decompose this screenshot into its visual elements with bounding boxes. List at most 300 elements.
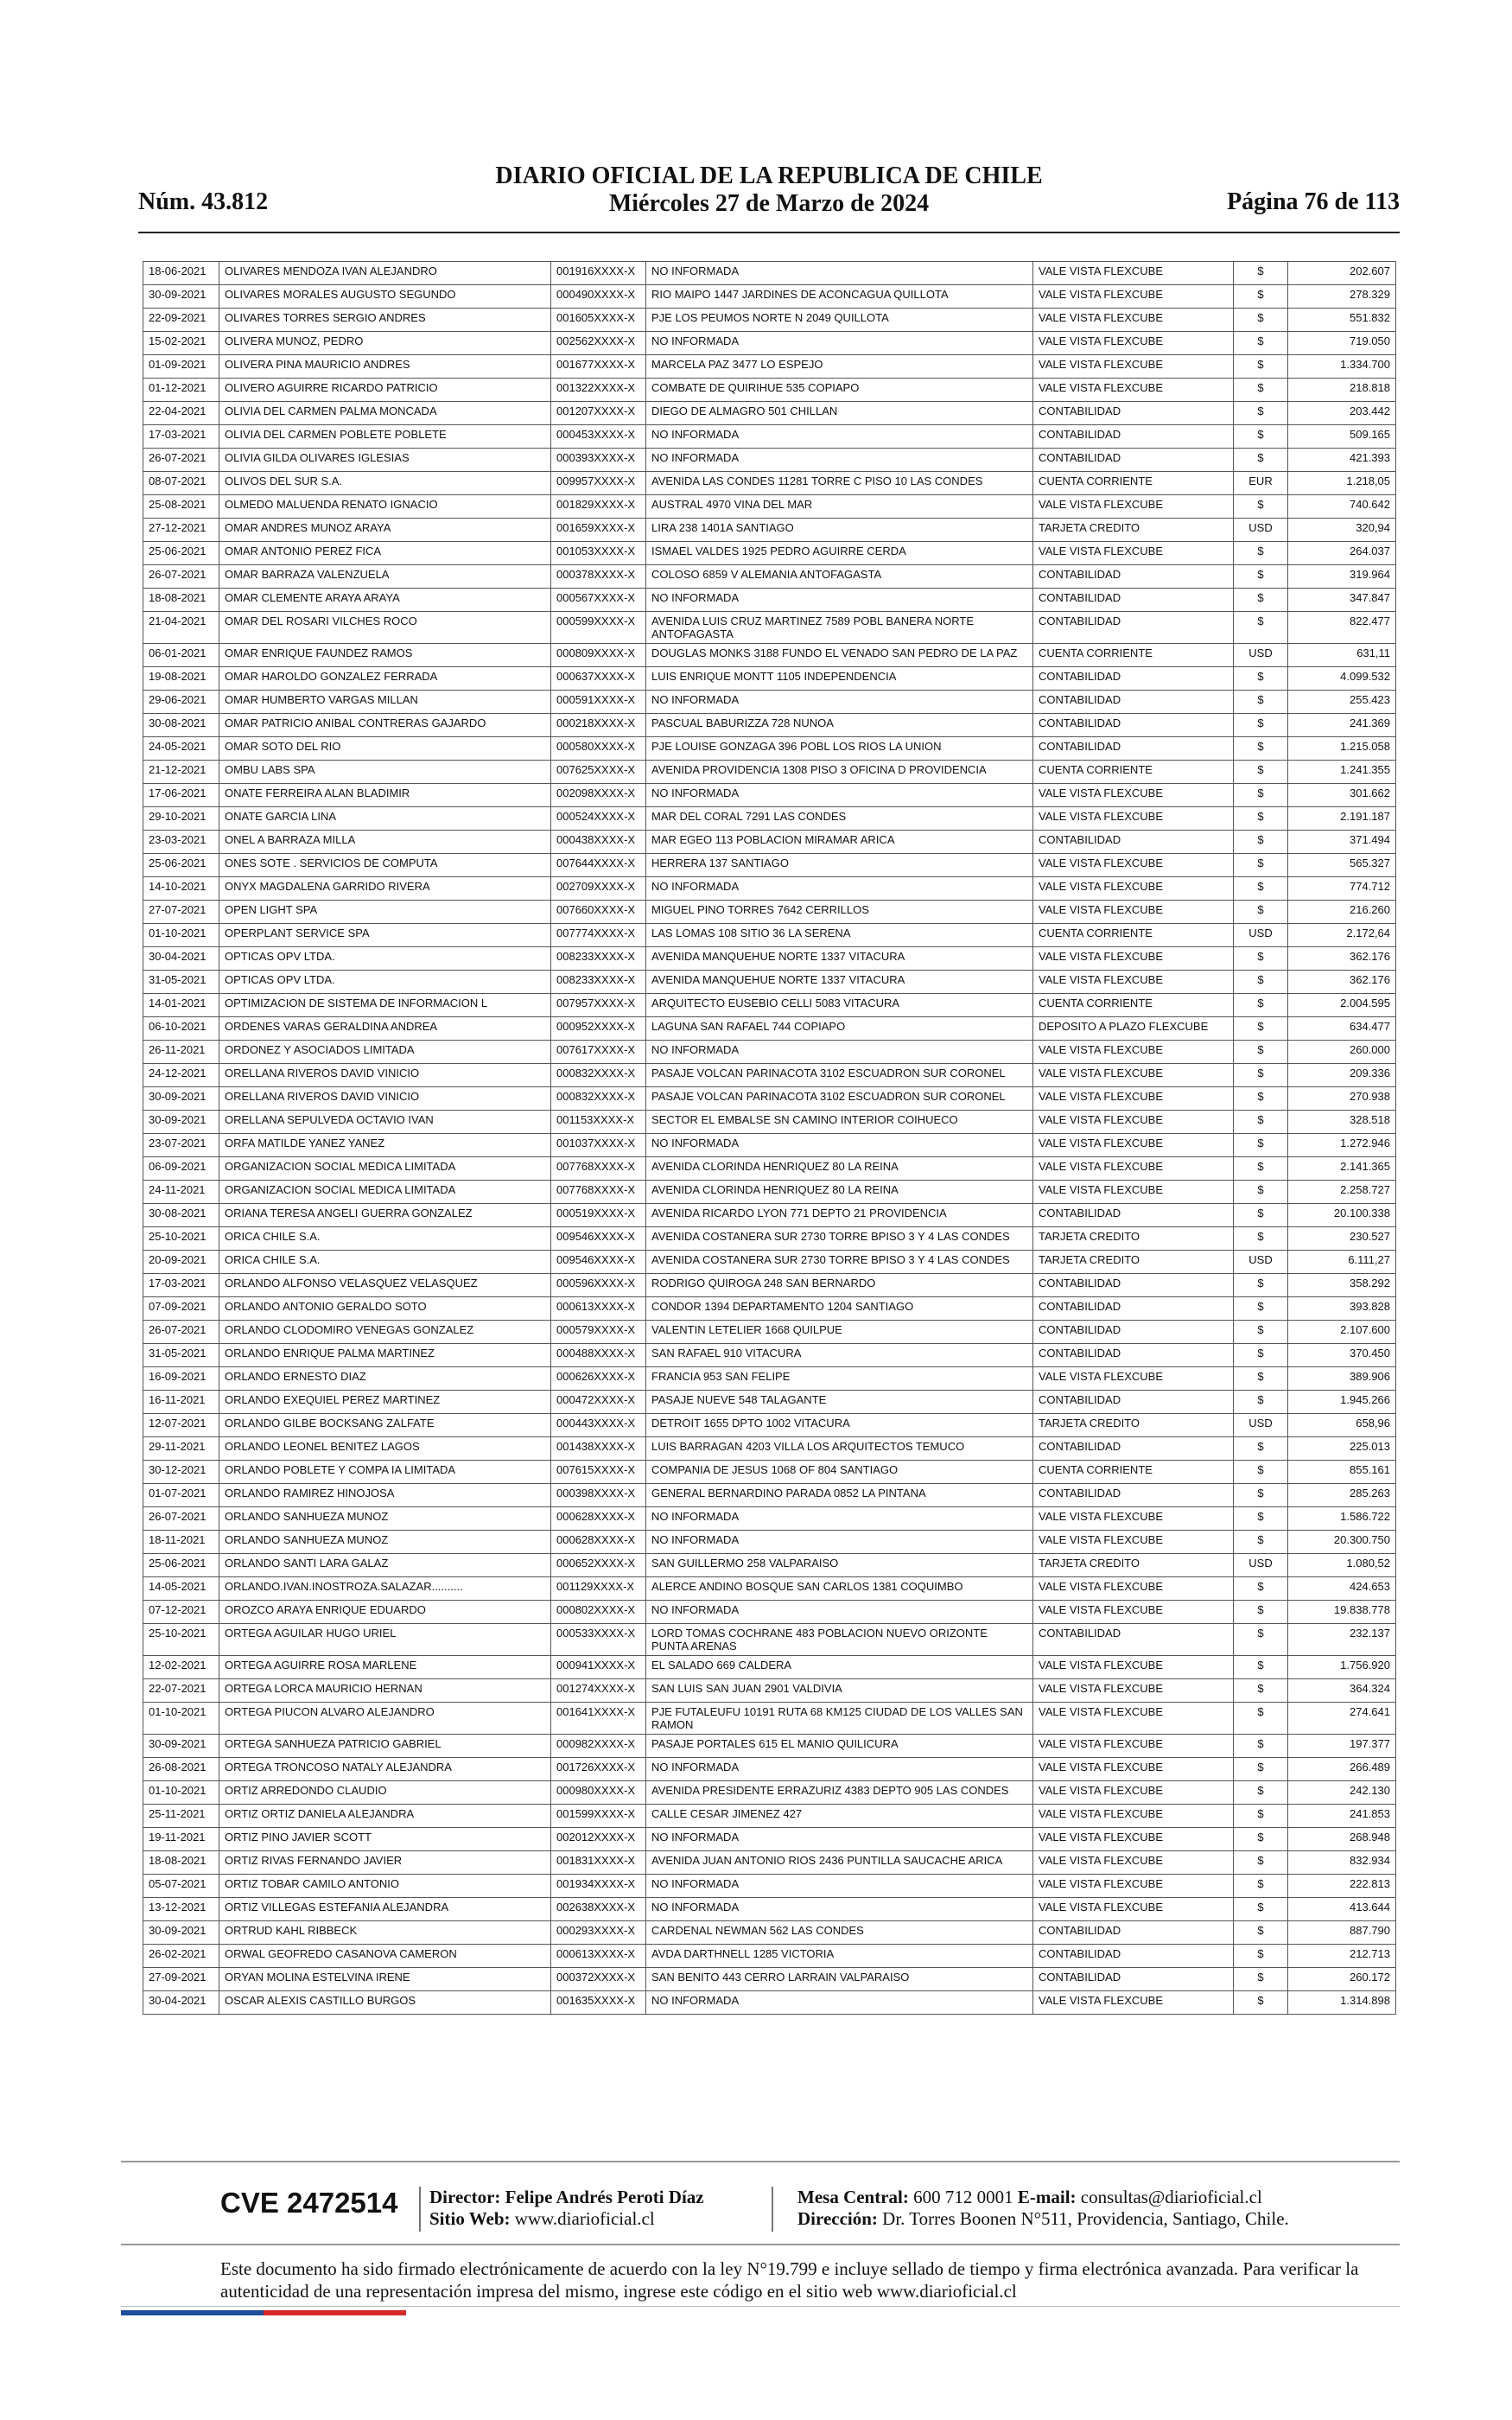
product-cell: VALE VISTA FLEXCUBE (1033, 1851, 1234, 1875)
address-cell: NO INFORMADA (646, 877, 1033, 901)
date-cell: 18-08-2021 (143, 1851, 219, 1875)
flag-stripe-red (264, 2310, 406, 2315)
website-link[interactable]: www.diarioficial.cl (514, 2208, 655, 2229)
records-table-body (143, 262, 1396, 2015)
address-cell: AVENIDA RICARDO LYON 771 DEPTO 21 PROVIDENCIA (646, 1204, 1033, 1227)
product-cell: CONTABILIDAD (1033, 1344, 1234, 1367)
rut-cell: 002012XXXX-X (551, 1828, 646, 1851)
date-cell: 24-05-2021 (143, 737, 219, 761)
product-cell: CONTABILIDAD (1033, 402, 1234, 425)
email-link[interactable]: consultas@diarioficial.cl (1080, 2187, 1262, 2207)
date-cell: 25-11-2021 (143, 1805, 219, 1828)
name-cell: ONATE GARCIA LINA (219, 807, 551, 831)
name-cell: ORIANA TERESA ANGELI GUERRA GONZALEZ (219, 1204, 551, 1227)
address-cell: NO INFORMADA (646, 1601, 1033, 1624)
currency-cell: USD (1234, 519, 1288, 542)
amount-cell: 20.100.338 (1288, 1204, 1396, 1227)
name-cell: OLIVERA PINA MAURICIO ANDRES (219, 355, 551, 379)
product-cell: VALE VISTA FLEXCUBE (1033, 355, 1234, 379)
product-cell: VALE VISTA FLEXCUBE (1033, 1875, 1234, 1898)
date-cell: 30-08-2021 (143, 714, 219, 737)
amount-cell: 2.004.595 (1288, 994, 1396, 1017)
table-row (143, 1484, 1396, 1507)
date-cell: 14-01-2021 (143, 994, 219, 1017)
address-cell: NO INFORMADA (646, 262, 1033, 285)
currency-cell: USD (1234, 1251, 1288, 1274)
rut-cell: 000599XXXX-X (551, 612, 646, 644)
name-cell: ORLANDO ENRIQUE PALMA MARTINEZ (219, 1344, 551, 1367)
name-cell: ORLANDO CLODOMIRO VENEGAS GONZALEZ (219, 1321, 551, 1344)
product-cell: VALE VISTA FLEXCUBE (1033, 1758, 1234, 1781)
name-cell: OMAR ENRIQUE FAUNDEZ RAMOS (219, 644, 551, 667)
rut-cell: 007768XXXX-X (551, 1181, 646, 1204)
date-cell: 18-08-2021 (143, 589, 219, 612)
table-row (143, 1227, 1396, 1251)
footer-separator (419, 2187, 421, 2232)
table-row (143, 1968, 1396, 1991)
product-cell: CONTABILIDAD (1033, 565, 1234, 589)
product-cell: VALE VISTA FLEXCUBE (1033, 495, 1234, 519)
address-cell: AUSTRAL 4970 VINA DEL MAR (646, 495, 1033, 519)
product-cell: VALE VISTA FLEXCUBE (1033, 262, 1234, 285)
address-cell: NO INFORMADA (646, 425, 1033, 449)
table-row (143, 1414, 1396, 1437)
date-cell: 18-06-2021 (143, 262, 219, 285)
date-cell: 21-12-2021 (143, 761, 219, 784)
product-cell: VALE VISTA FLEXCUBE (1033, 784, 1234, 807)
rut-cell: 000802XXXX-X (551, 1601, 646, 1624)
currency-cell: $ (1234, 1624, 1288, 1656)
rut-cell: 000438XXXX-X (551, 831, 646, 854)
currency-cell: $ (1234, 831, 1288, 854)
address-cell: AVENIDA LUIS CRUZ MARTINEZ 7589 POBL BANERA NORTE ANTOFAGASTA (646, 612, 1033, 644)
date-cell: 23-07-2021 (143, 1134, 219, 1157)
currency-cell: $ (1234, 1484, 1288, 1507)
amount-cell: 255.423 (1288, 691, 1396, 714)
table-row (143, 854, 1396, 877)
address-cell: MAR DEL CORAL 7291 LAS CONDES (646, 807, 1033, 831)
date-cell: 07-09-2021 (143, 1297, 219, 1321)
currency-cell: $ (1234, 1204, 1288, 1227)
table-row (143, 262, 1396, 285)
amount-cell: 358.292 (1288, 1274, 1396, 1297)
name-cell: OLIVARES TORRES SERGIO ANDRES (219, 309, 551, 332)
currency-cell: $ (1234, 971, 1288, 994)
address-cell: COMBATE DE QUIRIHUE 535 COPIAPO (646, 379, 1033, 402)
address-cell: PJE LOUISE GONZAGA 396 POBL LOS RIOS LA UNION (646, 737, 1033, 761)
address-cell: CARDENAL NEWMAN 562 LAS CONDES (646, 1921, 1033, 1945)
table-row (143, 1898, 1396, 1921)
address-cell: NO INFORMADA (646, 1828, 1033, 1851)
amount-cell: 242.130 (1288, 1781, 1396, 1805)
currency-cell: $ (1234, 1087, 1288, 1111)
product-cell: VALE VISTA FLEXCUBE (1033, 1991, 1234, 2015)
amount-cell: 551.832 (1288, 309, 1396, 332)
address-cell: AVENIDA PROVIDENCIA 1308 PISO 3 OFICINA D PROVIDENCIA (646, 761, 1033, 784)
name-cell: ORLANDO GILBE BOCKSANG ZALFATE (219, 1414, 551, 1437)
product-cell: VALE VISTA FLEXCUBE (1033, 1111, 1234, 1134)
product-cell: TARJETA CREDITO (1033, 1251, 1234, 1274)
table-row (143, 495, 1396, 519)
date-cell: 16-09-2021 (143, 1367, 219, 1391)
address-cell: CALLE CESAR JIMENEZ 427 (646, 1805, 1033, 1828)
address-cell: MARCELA PAZ 3477 LO ESPEJO (646, 355, 1033, 379)
rut-cell: 000453XXXX-X (551, 425, 646, 449)
address-cell: MAR EGEO 113 POBLACION MIRAMAR ARICA (646, 831, 1033, 854)
address-cell: LUIS BARRAGAN 4203 VILLA LOS ARQUITECTOS TEMUCO (646, 1437, 1033, 1461)
address-cell: EL SALADO 669 CALDERA (646, 1656, 1033, 1679)
name-cell: ORFA MATILDE YANEZ YANEZ (219, 1134, 551, 1157)
product-cell: CONTABILIDAD (1033, 1624, 1234, 1656)
rut-cell: 001726XXXX-X (551, 1758, 646, 1781)
address-cell: NO INFORMADA (646, 1507, 1033, 1531)
table-row (143, 1921, 1396, 1945)
product-cell: CONTABILIDAD (1033, 1391, 1234, 1414)
product-cell: CONTABILIDAD (1033, 667, 1234, 691)
date-cell: 06-09-2021 (143, 1157, 219, 1181)
date-cell: 17-03-2021 (143, 425, 219, 449)
header-divider (138, 232, 1400, 233)
rut-cell: 007615XXXX-X (551, 1461, 646, 1484)
amount-cell: 301.662 (1288, 784, 1396, 807)
product-cell: CUENTA CORRIENTE (1033, 924, 1234, 947)
date-cell: 17-03-2021 (143, 1274, 219, 1297)
table-row (143, 1601, 1396, 1624)
name-cell: OROZCO ARAYA ENRIQUE EDUARDO (219, 1601, 551, 1624)
table-row (143, 402, 1396, 425)
currency-cell: $ (1234, 1735, 1288, 1758)
currency-cell: $ (1234, 309, 1288, 332)
product-cell: VALE VISTA FLEXCUBE (1033, 854, 1234, 877)
currency-cell: $ (1234, 1968, 1288, 1991)
address-cell: NO INFORMADA (646, 691, 1033, 714)
product-cell: VALE VISTA FLEXCUBE (1033, 901, 1234, 924)
address-cell: SAN RAFAEL 910 VITACURA (646, 1344, 1033, 1367)
rut-cell: 000533XXXX-X (551, 1624, 646, 1656)
currency-cell: $ (1234, 947, 1288, 971)
amount-cell: 1.314.898 (1288, 1991, 1396, 2015)
date-cell: 19-08-2021 (143, 667, 219, 691)
footer-contact-block (797, 2187, 1289, 2230)
name-cell: OLIVERO AGUIRRE RICARDO PATRICIO (219, 379, 551, 402)
table-row (143, 971, 1396, 994)
date-cell: 25-06-2021 (143, 1554, 219, 1577)
name-cell: OPERPLANT SERVICE SPA (219, 924, 551, 947)
product-cell: VALE VISTA FLEXCUBE (1033, 1828, 1234, 1851)
rut-cell: 000613XXXX-X (551, 1945, 646, 1968)
table-row (143, 589, 1396, 612)
amount-cell: 740.642 (1288, 495, 1396, 519)
product-cell: CUENTA CORRIENTE (1033, 761, 1234, 784)
amount-cell: 209.336 (1288, 1064, 1396, 1087)
address-cell: DIEGO DE ALMAGRO 501 CHILLAN (646, 402, 1033, 425)
currency-cell: $ (1234, 355, 1288, 379)
name-cell: ORLANDO ANTONIO GERALDO SOTO (219, 1297, 551, 1321)
address-cell: PJE LOS PEUMOS NORTE N 2049 QUILLOTA (646, 309, 1033, 332)
address-cell: NO INFORMADA (646, 1134, 1033, 1157)
page-header (138, 162, 1400, 223)
name-cell: OLIVIA DEL CARMEN PALMA MONCADA (219, 402, 551, 425)
date-cell: 07-12-2021 (143, 1601, 219, 1624)
name-cell: ORTIZ ARREDONDO CLAUDIO (219, 1781, 551, 1805)
product-cell: VALE VISTA FLEXCUBE (1033, 542, 1234, 565)
amount-cell: 225.013 (1288, 1437, 1396, 1461)
rut-cell: 000832XXXX-X (551, 1064, 646, 1087)
table-row (143, 947, 1396, 971)
address-cell: AVENIDA COSTANERA SUR 2730 TORRE BPISO 3 Y 4 LAS CONDES (646, 1227, 1033, 1251)
rut-cell: 007768XXXX-X (551, 1157, 646, 1181)
name-cell: OMAR HUMBERTO VARGAS MILLAN (219, 691, 551, 714)
name-cell: ORWAL GEOFREDO CASANOVA CAMERON (219, 1945, 551, 1968)
table-row (143, 1507, 1396, 1531)
currency-cell: $ (1234, 1321, 1288, 1344)
rut-cell: 007617XXXX-X (551, 1041, 646, 1064)
currency-cell: $ (1234, 807, 1288, 831)
table-row (143, 1679, 1396, 1703)
name-cell: ONYX MAGDALENA GARRIDO RIVERA (219, 877, 551, 901)
date-cell: 01-10-2021 (143, 1703, 219, 1735)
table-row (143, 285, 1396, 309)
name-cell: ORTIZ ORTIZ DANIELA ALEJANDRA (219, 1805, 551, 1828)
currency-cell: $ (1234, 737, 1288, 761)
table-row (143, 332, 1396, 355)
email-label: E-mail: (1017, 2187, 1077, 2207)
rut-cell: 002709XXXX-X (551, 877, 646, 901)
currency-cell: $ (1234, 1041, 1288, 1064)
currency-cell: $ (1234, 1134, 1288, 1157)
address-cell: AVENIDA JUAN ANTONIO RIOS 2436 PUNTILLA SAUCACHE ARICA (646, 1851, 1033, 1875)
table-row (143, 1703, 1396, 1735)
amount-cell: 218.818 (1288, 379, 1396, 402)
product-cell: TARJETA CREDITO (1033, 1554, 1234, 1577)
address-cell: AVENIDA MANQUEHUE NORTE 1337 VITACURA (646, 971, 1033, 994)
table-row (143, 714, 1396, 737)
name-cell: ORELLANA RIVEROS DAVID VINICIO (219, 1087, 551, 1111)
product-cell: VALE VISTA FLEXCUBE (1033, 379, 1234, 402)
currency-cell: $ (1234, 1274, 1288, 1297)
amount-cell: 634.477 (1288, 1017, 1396, 1041)
rut-cell: 000652XXXX-X (551, 1554, 646, 1577)
currency-cell: $ (1234, 1656, 1288, 1679)
currency-cell: $ (1234, 1991, 1288, 2015)
rut-cell: 000637XXXX-X (551, 667, 646, 691)
date-cell: 26-07-2021 (143, 565, 219, 589)
currency-cell: $ (1234, 1758, 1288, 1781)
currency-cell: $ (1234, 1367, 1288, 1391)
name-cell: OMAR ANDRES MUNOZ ARAYA (219, 519, 551, 542)
amount-cell: 260.172 (1288, 1968, 1396, 1991)
date-cell: 25-06-2021 (143, 542, 219, 565)
address-cell: ISMAEL VALDES 1925 PEDRO AGUIRRE CERDA (646, 542, 1033, 565)
rut-cell: 000579XXXX-X (551, 1321, 646, 1344)
address-cell: AVENIDA MANQUEHUE NORTE 1337 VITACURA (646, 947, 1033, 971)
table-row (143, 1087, 1396, 1111)
currency-cell: $ (1234, 1017, 1288, 1041)
currency-cell: $ (1234, 1344, 1288, 1367)
address-cell: MIGUEL PINO TORRES 7642 CERRILLOS (646, 901, 1033, 924)
amount-cell: 1.334.700 (1288, 355, 1396, 379)
rut-cell: 009957XXXX-X (551, 472, 646, 495)
currency-cell: $ (1234, 1111, 1288, 1134)
name-cell: ORGANIZACION SOCIAL MEDICA LIMITADA (219, 1157, 551, 1181)
name-cell: ORLANDO EXEQUIEL PEREZ MARTINEZ (219, 1391, 551, 1414)
rut-cell: 000372XXXX-X (551, 1968, 646, 1991)
currency-cell: $ (1234, 1781, 1288, 1805)
name-cell: OLIVERA MUNOZ, PEDRO (219, 332, 551, 355)
rut-cell: 000488XXXX-X (551, 1344, 646, 1367)
date-cell: 30-04-2021 (143, 1991, 219, 2015)
product-cell: VALE VISTA FLEXCUBE (1033, 285, 1234, 309)
address-cell: PASCUAL BABURIZZA 728 NUNOA (646, 714, 1033, 737)
name-cell: ONATE FERREIRA ALAN BLADIMIR (219, 784, 551, 807)
name-cell: ORLANDO LEONEL BENITEZ LAGOS (219, 1437, 551, 1461)
date-cell: 18-11-2021 (143, 1531, 219, 1554)
address-cell: NO INFORMADA (646, 1041, 1033, 1064)
director-label: Director: Felipe Andrés Peroti Díaz (429, 2187, 704, 2207)
product-cell: CONTABILIDAD (1033, 714, 1234, 737)
address-cell: RIO MAIPO 1447 JARDINES DE ACONCAGUA QUILLOTA (646, 285, 1033, 309)
table-row (143, 1758, 1396, 1781)
amount-cell: 421.393 (1288, 449, 1396, 472)
rut-cell: 000567XXXX-X (551, 589, 646, 612)
address-cell: NO INFORMADA (646, 1875, 1033, 1898)
product-cell: VALE VISTA FLEXCUBE (1033, 1157, 1234, 1181)
address-cell: NO INFORMADA (646, 332, 1033, 355)
rut-cell: 001129XXXX-X (551, 1577, 646, 1601)
date-cell: 30-09-2021 (143, 1921, 219, 1945)
currency-cell: USD (1234, 1554, 1288, 1577)
product-cell: CONTABILIDAD (1033, 449, 1234, 472)
product-cell: VALE VISTA FLEXCUBE (1033, 1087, 1234, 1111)
product-cell: CONTABILIDAD (1033, 1484, 1234, 1507)
publication-date: Miércoles 27 de Marzo de 2024 (608, 190, 930, 217)
date-cell: 30-12-2021 (143, 1461, 219, 1484)
rut-cell: 000626XXXX-X (551, 1367, 646, 1391)
amount-cell: 320,94 (1288, 519, 1396, 542)
address-cell: GENERAL BERNARDINO PARADA 0852 LA PINTANA (646, 1484, 1033, 1507)
address-cell: SAN LUIS SAN JUAN 2901 VALDIVIA (646, 1679, 1033, 1703)
rut-cell: 009546XXXX-X (551, 1251, 646, 1274)
amount-cell: 832.934 (1288, 1851, 1396, 1875)
amount-cell: 1.215.058 (1288, 737, 1396, 761)
name-cell: ORICA CHILE S.A. (219, 1227, 551, 1251)
name-cell: ORLANDO RAMIREZ HINOJOSA (219, 1484, 551, 1507)
product-cell: DEPOSITO A PLAZO FLEXCUBE (1033, 1017, 1234, 1041)
rut-cell: 000982XXXX-X (551, 1735, 646, 1758)
product-cell: CONTABILIDAD (1033, 1297, 1234, 1321)
table-row (143, 1321, 1396, 1344)
table-row (143, 994, 1396, 1017)
amount-cell: 1.756.920 (1288, 1656, 1396, 1679)
amount-cell: 887.790 (1288, 1921, 1396, 1945)
amount-cell: 1.272.946 (1288, 1134, 1396, 1157)
address-cell: LUIS ENRIQUE MONTT 1105 INDEPENDENCIA (646, 667, 1033, 691)
currency-cell: $ (1234, 1679, 1288, 1703)
amount-cell: 230.527 (1288, 1227, 1396, 1251)
amount-cell: 393.828 (1288, 1297, 1396, 1321)
amount-cell: 2.258.727 (1288, 1181, 1396, 1204)
name-cell: ORDENES VARAS GERALDINA ANDREA (219, 1017, 551, 1041)
address-label: Dirección: (797, 2208, 878, 2229)
amount-cell: 1.218,05 (1288, 472, 1396, 495)
name-cell: OLMEDO MALUENDA RENATO IGNACIO (219, 495, 551, 519)
name-cell: OMAR CLEMENTE ARAYA ARAYA (219, 589, 551, 612)
rut-cell: 007660XXXX-X (551, 901, 646, 924)
address-cell: LAGUNA SAN RAFAEL 744 COPIAPO (646, 1017, 1033, 1041)
amount-cell: 20.300.750 (1288, 1531, 1396, 1554)
name-cell: OMAR SOTO DEL RIO (219, 737, 551, 761)
currency-cell: $ (1234, 1181, 1288, 1204)
footer-divider-middle (121, 2244, 1400, 2245)
legal-notice: Este documento ha sido firmado electrónicamente de acuerdo con la ley N°19.799 e incluye sellado de tiempo y firma electrónica avanzada. Para verificar la autenticidad de una representación impresa del mismo, ingrese este código en el sitio web www.diarioficial.cl (220, 2258, 1359, 2302)
date-cell: 12-07-2021 (143, 1414, 219, 1437)
date-cell: 01-09-2021 (143, 355, 219, 379)
name-cell: OPEN LIGHT SPA (219, 901, 551, 924)
amount-cell: 285.263 (1288, 1484, 1396, 1507)
flag-stripe-blue (121, 2310, 264, 2315)
rut-cell: 001677XXXX-X (551, 355, 646, 379)
rut-cell: 001635XXXX-X (551, 1991, 646, 2015)
product-cell: VALE VISTA FLEXCUBE (1033, 309, 1234, 332)
table-row (143, 1367, 1396, 1391)
table-row (143, 1064, 1396, 1087)
product-cell: VALE VISTA FLEXCUBE (1033, 1181, 1234, 1204)
table-row (143, 1274, 1396, 1297)
amount-cell: 260.000 (1288, 1041, 1396, 1064)
table-row (143, 355, 1396, 379)
date-cell: 22-04-2021 (143, 402, 219, 425)
product-cell: VALE VISTA FLEXCUBE (1033, 1898, 1234, 1921)
rut-cell: 000941XXXX-X (551, 1656, 646, 1679)
publication-title: DIARIO OFICIAL DE LA REPUBLICA DE CHILE (495, 162, 1043, 189)
amount-cell: 424.653 (1288, 1577, 1396, 1601)
amount-cell: 347.847 (1288, 589, 1396, 612)
product-cell: VALE VISTA FLEXCUBE (1033, 1507, 1234, 1531)
table-row (143, 924, 1396, 947)
amount-cell: 370.450 (1288, 1344, 1396, 1367)
table-row (143, 425, 1396, 449)
name-cell: ORLANDO POBLETE Y COMPA IA LIMITADA (219, 1461, 551, 1484)
rut-cell: 000591XXXX-X (551, 691, 646, 714)
name-cell: ORTEGA SANHUEZA PATRICIO GABRIEL (219, 1735, 551, 1758)
product-cell: VALE VISTA FLEXCUBE (1033, 807, 1234, 831)
table-row (143, 1017, 1396, 1041)
rut-cell: 007625XXXX-X (551, 761, 646, 784)
name-cell: OMAR DEL ROSARI VILCHES ROCO (219, 612, 551, 644)
address-cell: HERRERA 137 SANTIAGO (646, 854, 1033, 877)
date-cell: 30-09-2021 (143, 1087, 219, 1111)
rut-cell: 001053XXXX-X (551, 542, 646, 565)
address-cell: SAN GUILLERMO 258 VALPARAISO (646, 1554, 1033, 1577)
date-cell: 30-04-2021 (143, 947, 219, 971)
product-cell: CONTABILIDAD (1033, 1437, 1234, 1461)
issue-number: Núm. 43.812 (138, 188, 269, 215)
amount-cell: 822.477 (1288, 612, 1396, 644)
rut-cell: 000398XXXX-X (551, 1484, 646, 1507)
name-cell: OMAR BARRAZA VALENZUELA (219, 565, 551, 589)
name-cell: ORTIZ RIVAS FERNANDO JAVIER (219, 1851, 551, 1875)
amount-cell: 855.161 (1288, 1461, 1396, 1484)
name-cell: ORTEGA TRONCOSO NATALY ALEJANDRA (219, 1758, 551, 1781)
product-cell: CONTABILIDAD (1033, 1968, 1234, 1991)
currency-cell: $ (1234, 402, 1288, 425)
rut-cell: 000628XXXX-X (551, 1531, 646, 1554)
rut-cell: 000443XXXX-X (551, 1414, 646, 1437)
product-cell: CONTABILIDAD (1033, 425, 1234, 449)
table-row (143, 784, 1396, 807)
address-cell: PASAJE PORTALES 615 EL MANIO QUILICURA (646, 1735, 1033, 1758)
table-row (143, 542, 1396, 565)
